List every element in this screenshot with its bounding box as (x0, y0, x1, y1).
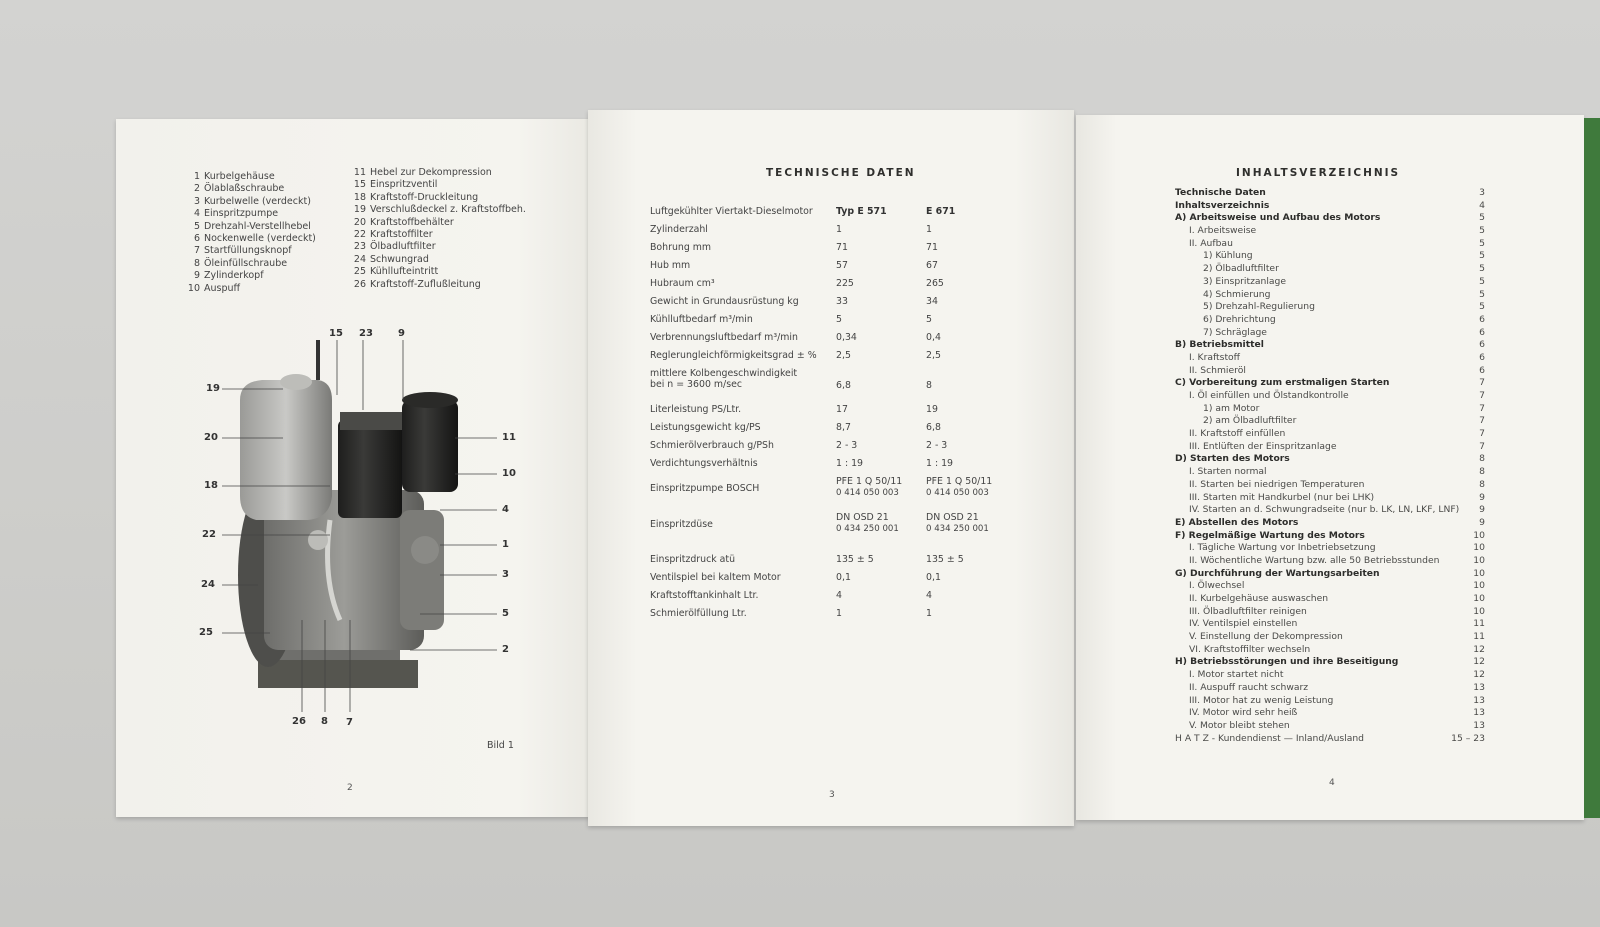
table-row (650, 554, 1010, 571)
value-e671: 2 - 3 (926, 440, 948, 451)
toc-entry-text: H) Betriebsstörungen und ihre Beseitigung (1175, 656, 1399, 668)
callout-7: 7 (346, 717, 353, 728)
toc-page-number: 11 (1473, 631, 1485, 643)
value-e571: 71 (836, 242, 848, 253)
row-label: mittlere Kolbengeschwindigkeit (650, 368, 798, 379)
callout-10: 10 (502, 468, 516, 479)
toc-entry (1175, 644, 1485, 657)
value-e671: 135 ± 5 (926, 554, 964, 565)
value-e671: 0,1 (926, 572, 941, 583)
toc-entry (1175, 428, 1485, 441)
toc-entry (1175, 314, 1485, 327)
toc-page-number: 5 (1479, 301, 1485, 313)
row-label: Hub mm (650, 260, 691, 271)
toc-page-number: 13 (1473, 719, 1485, 731)
toc-entry-text: I. Motor startet nicht (1189, 669, 1284, 681)
callout-9: 9 (398, 328, 405, 339)
table-row (650, 224, 1010, 241)
callout-19: 19 (206, 383, 220, 394)
page-number-right: 4 (1329, 778, 1335, 788)
value-e671: 0,4 (926, 332, 941, 343)
row-label: Leistungsgewicht kg/PS (650, 422, 761, 433)
toc-entry (1175, 618, 1485, 631)
value-e571: 0,34 (836, 332, 857, 343)
toc-entry-text: Technische Daten (1175, 187, 1266, 198)
callout-20: 20 (204, 432, 218, 443)
table-row (650, 572, 1010, 589)
toc-entry-text: D) Starten des Motors (1175, 453, 1290, 465)
value-e571-line2: 0 434 250 001 (836, 524, 899, 534)
value-e571: PFE 1 Q 50/11 (836, 476, 903, 487)
table-row (650, 260, 1010, 277)
toc-entry-text: II. Starten bei niedrigen Temperaturen (1189, 478, 1365, 490)
table-row (650, 476, 1010, 500)
toc-entry-text: IV. Motor wird sehr heiß (1189, 707, 1298, 719)
toc-page-number: 7 (1479, 440, 1485, 452)
row-label-line2: bei n = 3600 m/sec (650, 379, 742, 390)
toc-entry (1175, 720, 1485, 733)
row-label: Verdichtungsverhältnis (650, 458, 758, 469)
toc-entry-text: II. Kraftstoff einfüllen (1189, 428, 1286, 440)
legend-number: 10 (187, 282, 200, 294)
value-e571: 135 ± 5 (836, 554, 874, 565)
toc-entry (1175, 212, 1485, 225)
toc-page-number: 15 – 23 (1451, 732, 1485, 744)
legend-number: 3 (193, 195, 200, 207)
callout-26: 26 (292, 716, 306, 727)
value-e671: 67 (926, 260, 938, 271)
toc-entry-text: II. Wöchentliche Wartung bzw. alle 50 Betriebsstunden (1189, 554, 1440, 566)
toc-entry (1175, 669, 1485, 682)
toc-entry (1175, 695, 1485, 708)
legend-number: 11 (353, 167, 366, 178)
toc-page-number: 7 (1479, 377, 1485, 389)
table-row (650, 440, 1010, 457)
toc-page-number: 7 (1479, 415, 1485, 427)
legend-number: 7 (193, 245, 200, 257)
toc-entry (1175, 276, 1485, 289)
legend-label: Ölbadluftfilter (370, 241, 436, 253)
value-e571: DN OSD 21 (836, 512, 889, 523)
value-e671: 1 (926, 224, 932, 235)
toc-entry (1175, 479, 1485, 492)
toc-entry-text: II. Schmieröl (1189, 364, 1246, 376)
toc-page-number: 5 (1479, 225, 1485, 237)
legend-label: Auspuff (204, 282, 241, 294)
value-e671: 4 (926, 590, 932, 601)
value-e571: 4 (836, 590, 842, 601)
toc-entry-text: 4) Schmierung (1203, 288, 1271, 300)
value-e571: 225 (836, 278, 854, 289)
toc-entry (1175, 339, 1485, 352)
toc-page-number: 10 (1473, 605, 1485, 617)
value-e671: 6,8 (926, 422, 941, 433)
value-e571: 5 (836, 314, 842, 325)
toc-page-number: 5 (1479, 288, 1485, 300)
value-e571: 1 : 19 (836, 458, 864, 469)
toc-page-number: 6 (1479, 339, 1485, 351)
legend-number: 18 (353, 191, 366, 203)
toc-entry (1175, 453, 1485, 466)
row-label: Schmierölfüllung Ltr. (650, 608, 747, 619)
toc-page-number: 9 (1479, 504, 1485, 516)
toc-entry (1175, 377, 1485, 390)
table-row (650, 350, 1010, 367)
legend-label: Zylinderkopf (204, 270, 264, 282)
table-row (650, 368, 1010, 391)
toc-entry-text: C) Vorbereitung zum erstmaligen Starten (1175, 377, 1390, 389)
page-number-middle: 3 (829, 790, 835, 800)
row-label: Gewicht in Grundausrüstung kg (650, 296, 799, 307)
legend-label: Schwungrad (370, 253, 429, 265)
row-label: Verbrennungsluftbedarf m³/min (650, 332, 798, 343)
toc-entry (1175, 225, 1485, 238)
legend-label: Kühllufteintritt (370, 266, 439, 278)
toc-page-number: 5 (1479, 237, 1485, 249)
toc-page-number: 12 (1473, 669, 1485, 681)
toc-page-number: 5 (1479, 212, 1485, 224)
toc-page-number: 6 (1479, 364, 1485, 376)
value-e571: 2 - 3 (836, 440, 858, 451)
legend-label: Kraftstoffilter (370, 229, 433, 240)
toc-entry (1175, 606, 1485, 619)
toc-page-number: 10 (1473, 529, 1485, 541)
toc-entry-text: 6) Drehrichtung (1203, 313, 1276, 325)
table-row (650, 332, 1010, 349)
callout-11: 11 (502, 432, 516, 443)
toc-page-number: 7 (1479, 390, 1485, 401)
value-e671: 71 (926, 242, 938, 253)
row-label: Literleistung PS/Ltr. (650, 404, 742, 415)
legend-label: Kraftstoff-Zuflußleitung (370, 278, 481, 290)
figure-caption: Bild 1 (487, 740, 514, 751)
toc-page-number: 11 (1473, 618, 1485, 630)
legend-number: 2 (193, 183, 200, 195)
green-cover-edge (1584, 118, 1600, 818)
row-label: Luftgekühlter Viertakt-Dieselmotor (650, 206, 813, 217)
toc-entry-text: Inhaltsverzeichnis (1175, 199, 1270, 211)
toc-page-number: 7 (1479, 402, 1485, 414)
legend-label: Startfüllungsknopf (204, 245, 292, 257)
row-label: Einspritzdüse (650, 519, 713, 530)
row-label: Hubraum cm³ (650, 278, 715, 289)
value-e671: 1 : 19 (926, 458, 954, 469)
toc-entry-text: A) Arbeitsweise und Aufbau des Motors (1175, 212, 1381, 224)
toc-entry (1175, 200, 1485, 213)
legend-label: Kraftstoffbehälter (370, 216, 454, 228)
toc-entry (1175, 682, 1485, 695)
callout-1: 1 (502, 539, 509, 550)
value-e671: 265 (926, 278, 944, 289)
table-row (650, 458, 1010, 475)
toc-entry (1175, 365, 1485, 378)
page-number-left: 2 (347, 783, 353, 793)
toc-entry (1175, 187, 1485, 200)
toc-entry-text: II. Aufbau (1189, 237, 1233, 249)
toc-page-number: 9 (1479, 516, 1485, 528)
toc-page-number: 10 (1473, 554, 1485, 566)
toc-entry-text: III. Starten mit Handkurbel (nur bei LHK) (1189, 491, 1375, 503)
toc-page-number: 8 (1479, 453, 1485, 465)
legend-label: Kurbelwelle (verdeckt) (204, 195, 311, 207)
toc-page-number: 6 (1479, 351, 1485, 363)
toc-page-number: 3 (1479, 187, 1485, 198)
toc-entry (1175, 492, 1485, 505)
value-e671: 2,5 (926, 350, 941, 361)
toc-entry (1175, 593, 1485, 606)
value-e571: 6,8 (836, 380, 851, 391)
toc-entry (1175, 289, 1485, 302)
legend-label: Drehzahl-Verstellhebel (204, 220, 311, 232)
toc-page-number: 12 (1473, 643, 1485, 655)
toc-entry (1175, 238, 1485, 251)
toc-entry-text: B) Betriebsmittel (1175, 339, 1264, 351)
toc-entry-text: 7) Schräglage (1203, 326, 1267, 338)
toc-entry-text: I. Öl einfüllen und Ölstandkontrolle (1189, 390, 1349, 401)
toc-entry (1175, 517, 1485, 530)
toc-page-number: 13 (1473, 694, 1485, 706)
table-row (650, 404, 1010, 421)
legend-number: 19 (353, 204, 366, 216)
toc-entry (1175, 631, 1485, 644)
value-e571: 57 (836, 260, 848, 271)
legend-label: Einspritzpumpe (204, 208, 279, 220)
toc-entry-text: H A T Z - Kundendienst — Inland/Ausland (1175, 732, 1365, 744)
value-e671: 5 (926, 314, 932, 325)
toc-page-number: 10 (1473, 580, 1485, 592)
value-e571: 1 (836, 608, 842, 619)
row-label: Einspritzdruck atü (650, 554, 736, 565)
toc-entry (1175, 441, 1485, 454)
toc-page-number: 5 (1479, 275, 1485, 287)
toc-entry-text: 5) Drehzahl-Regulierung (1203, 301, 1315, 313)
row-label: Ventilspiel bei kaltem Motor (650, 572, 781, 583)
row-label: Kühlluftbedarf m³/min (650, 314, 753, 325)
value-e571: 0,1 (836, 572, 851, 583)
toc-entry-text: 2) Ölbadluftfilter (1203, 263, 1279, 275)
value-e571-line2: 0 414 050 003 (836, 488, 899, 498)
callout-18: 18 (204, 480, 218, 491)
value-e571: 2,5 (836, 350, 851, 361)
callout-2: 2 (502, 644, 509, 655)
toc-entry (1175, 707, 1485, 720)
legend-label: Ölablaßschraube (204, 183, 285, 195)
value-e671: E 671 (926, 206, 956, 217)
value-e671-line2: 0 434 250 001 (926, 524, 989, 534)
toc-entry (1175, 580, 1485, 593)
table-row (650, 206, 1010, 223)
callout-5: 5 (502, 608, 509, 619)
toc-entry-text: VI. Kraftstoffilter wechseln (1189, 643, 1311, 655)
toc-entry (1175, 263, 1485, 276)
heading-inhaltsverzeichnis: INHALTSVERZEICHNIS (1236, 167, 1401, 179)
toc-page-number: 10 (1473, 567, 1485, 579)
toc-entry (1175, 542, 1485, 555)
legend-number: 23 (353, 241, 366, 253)
toc-entry-text: 2) am Ölbadluftfilter (1203, 415, 1297, 427)
toc-page-number: 6 (1479, 313, 1485, 325)
toc-entry-text: I. Starten normal (1189, 466, 1267, 478)
legend-label: Kraftstoff-Druckleitung (370, 191, 479, 203)
legend-number: 26 (353, 278, 366, 290)
toc-entry (1175, 301, 1485, 314)
legend-number: 15 (353, 179, 366, 191)
legend-label: Kurbelgehäuse (204, 171, 275, 182)
toc-entry (1175, 466, 1485, 479)
toc-page-number: 5 (1479, 263, 1485, 275)
legend-number: 25 (353, 266, 366, 278)
toc-entry-text: F) Regelmäßige Wartung des Motors (1175, 529, 1365, 541)
callout-3: 3 (502, 569, 509, 580)
toc-entry-text: G) Durchführung der Wartungsarbeiten (1175, 567, 1380, 579)
toc-entry (1175, 415, 1485, 428)
value-e571: 8,7 (836, 422, 851, 433)
toc-entry (1175, 504, 1485, 517)
value-e671: 34 (926, 296, 938, 307)
callout-23: 23 (359, 328, 373, 339)
row-label: Kraftstofftankinhalt Ltr. (650, 590, 759, 601)
callout-15: 15 (329, 328, 343, 339)
toc-page-number: 10 (1473, 593, 1485, 604)
legend-number: 8 (193, 257, 200, 269)
toc-entry-text: I. Arbeitsweise (1189, 225, 1257, 237)
toc-page-number: 9 (1479, 491, 1485, 503)
legend-label: Nockenwelle (verdeckt) (204, 233, 316, 244)
value-e671: 8 (926, 380, 932, 391)
toc-entry-text: I. Tägliche Wartung vor Inbetriebsetzung (1189, 542, 1376, 554)
heading-technische-daten: TECHNISCHE DATEN (766, 167, 916, 179)
value-e571: 33 (836, 296, 848, 307)
toc-page-number: 7 (1479, 428, 1485, 440)
toc-entry (1175, 403, 1485, 416)
legend-label: Hebel zur Dekompression (370, 167, 492, 178)
table-row (650, 278, 1010, 295)
toc-entry (1175, 250, 1485, 263)
toc-page-number: 12 (1473, 656, 1485, 668)
toc-entry (1175, 530, 1485, 543)
callout-25: 25 (199, 627, 213, 638)
value-e671: DN OSD 21 (926, 512, 979, 523)
toc-page-number: 8 (1479, 478, 1485, 490)
toc-entry-text: II. Kurbelgehäuse auswaschen (1189, 593, 1329, 604)
toc-entry-text: IV. Ventilspiel einstellen (1189, 618, 1298, 630)
legend-number: 1 (193, 171, 200, 182)
toc-entry-text: II. Auspuff raucht schwarz (1189, 681, 1309, 693)
toc-page-number: 4 (1479, 199, 1485, 211)
row-label: Zylinderzahl (650, 224, 708, 235)
toc-entry (1175, 327, 1485, 340)
row-label: Einspritzpumpe BOSCH (650, 483, 760, 494)
table-row (650, 608, 1010, 625)
value-e571: Typ E 571 (836, 206, 887, 217)
toc-entry (1175, 568, 1485, 581)
table-row (650, 512, 1010, 536)
toc-page-number: 8 (1479, 466, 1485, 478)
callout-22: 22 (202, 529, 216, 540)
toc-entry (1175, 733, 1485, 746)
toc-entry-text: I. Kraftstoff (1189, 351, 1240, 363)
value-e671: 1 (926, 608, 932, 619)
legend-number: 9 (193, 270, 200, 282)
value-e571: 1 (836, 224, 842, 235)
toc-entry-text: 3) Einspritzanlage (1203, 275, 1287, 287)
toc-entry (1175, 656, 1485, 669)
table-row (650, 422, 1010, 439)
toc-page-number: 10 (1473, 542, 1485, 554)
toc-entry-text: III. Ölbadluftfilter reinigen (1189, 605, 1307, 617)
table-row (650, 296, 1010, 313)
legend-number: 24 (353, 253, 366, 265)
legend-label: Öleinfüllschraube (204, 257, 288, 269)
toc-entry-text: III. Entlüften der Einspritzanlage (1189, 440, 1337, 452)
table-row (650, 590, 1010, 607)
value-e671: PFE 1 Q 50/11 (926, 476, 993, 487)
table-row (650, 314, 1010, 331)
toc-page-number: 13 (1473, 707, 1485, 719)
toc-entry-text: III. Motor hat zu wenig Leistung (1189, 694, 1334, 706)
row-label: Reglerungleichförmigkeitsgrad ± % (650, 350, 817, 361)
toc-page-number: 13 (1473, 681, 1485, 693)
toc-page-number: 6 (1479, 326, 1485, 338)
toc-entry (1175, 352, 1485, 365)
callout-8: 8 (321, 716, 328, 727)
toc-entry-text: 1) Kühlung (1203, 250, 1253, 262)
legend-number: 4 (193, 208, 200, 220)
legend-label: Verschlußdeckel z. Kraftstoffbeh. (370, 204, 526, 216)
value-e671: 19 (926, 404, 938, 415)
value-e571: 17 (836, 404, 848, 415)
toc-entry-text: E) Abstellen des Motors (1175, 516, 1299, 528)
row-label: Schmierölverbrauch g/PSh (650, 440, 774, 451)
legend-number: 22 (353, 229, 366, 240)
toc-entry-text: IV. Starten an d. Schwungradseite (nur b. LK, LN, LKF, LNF) (1189, 504, 1460, 516)
legend-number: 6 (193, 233, 200, 244)
legend-number: 5 (193, 220, 200, 232)
tech-data-table (650, 206, 1010, 626)
table-row (650, 242, 1010, 259)
toc-entry-text: 1) am Motor (1203, 402, 1260, 414)
legend-number: 20 (353, 216, 366, 228)
toc-entry-text: I. Ölwechsel (1189, 580, 1245, 592)
callout-24: 24 (201, 579, 215, 590)
toc-entry (1175, 555, 1485, 568)
legend-label: Einspritzventil (370, 179, 438, 191)
toc-entry-text: V. Einstellung der Dekompression (1189, 631, 1343, 643)
row-label: Bohrung mm (650, 242, 712, 253)
callout-4: 4 (502, 504, 509, 515)
toc-entry (1175, 390, 1485, 403)
toc-page-number: 5 (1479, 250, 1485, 262)
table-of-contents (1175, 187, 1485, 745)
value-e671-line2: 0 414 050 003 (926, 488, 989, 498)
toc-entry-text: V. Motor bleibt stehen (1189, 719, 1290, 731)
